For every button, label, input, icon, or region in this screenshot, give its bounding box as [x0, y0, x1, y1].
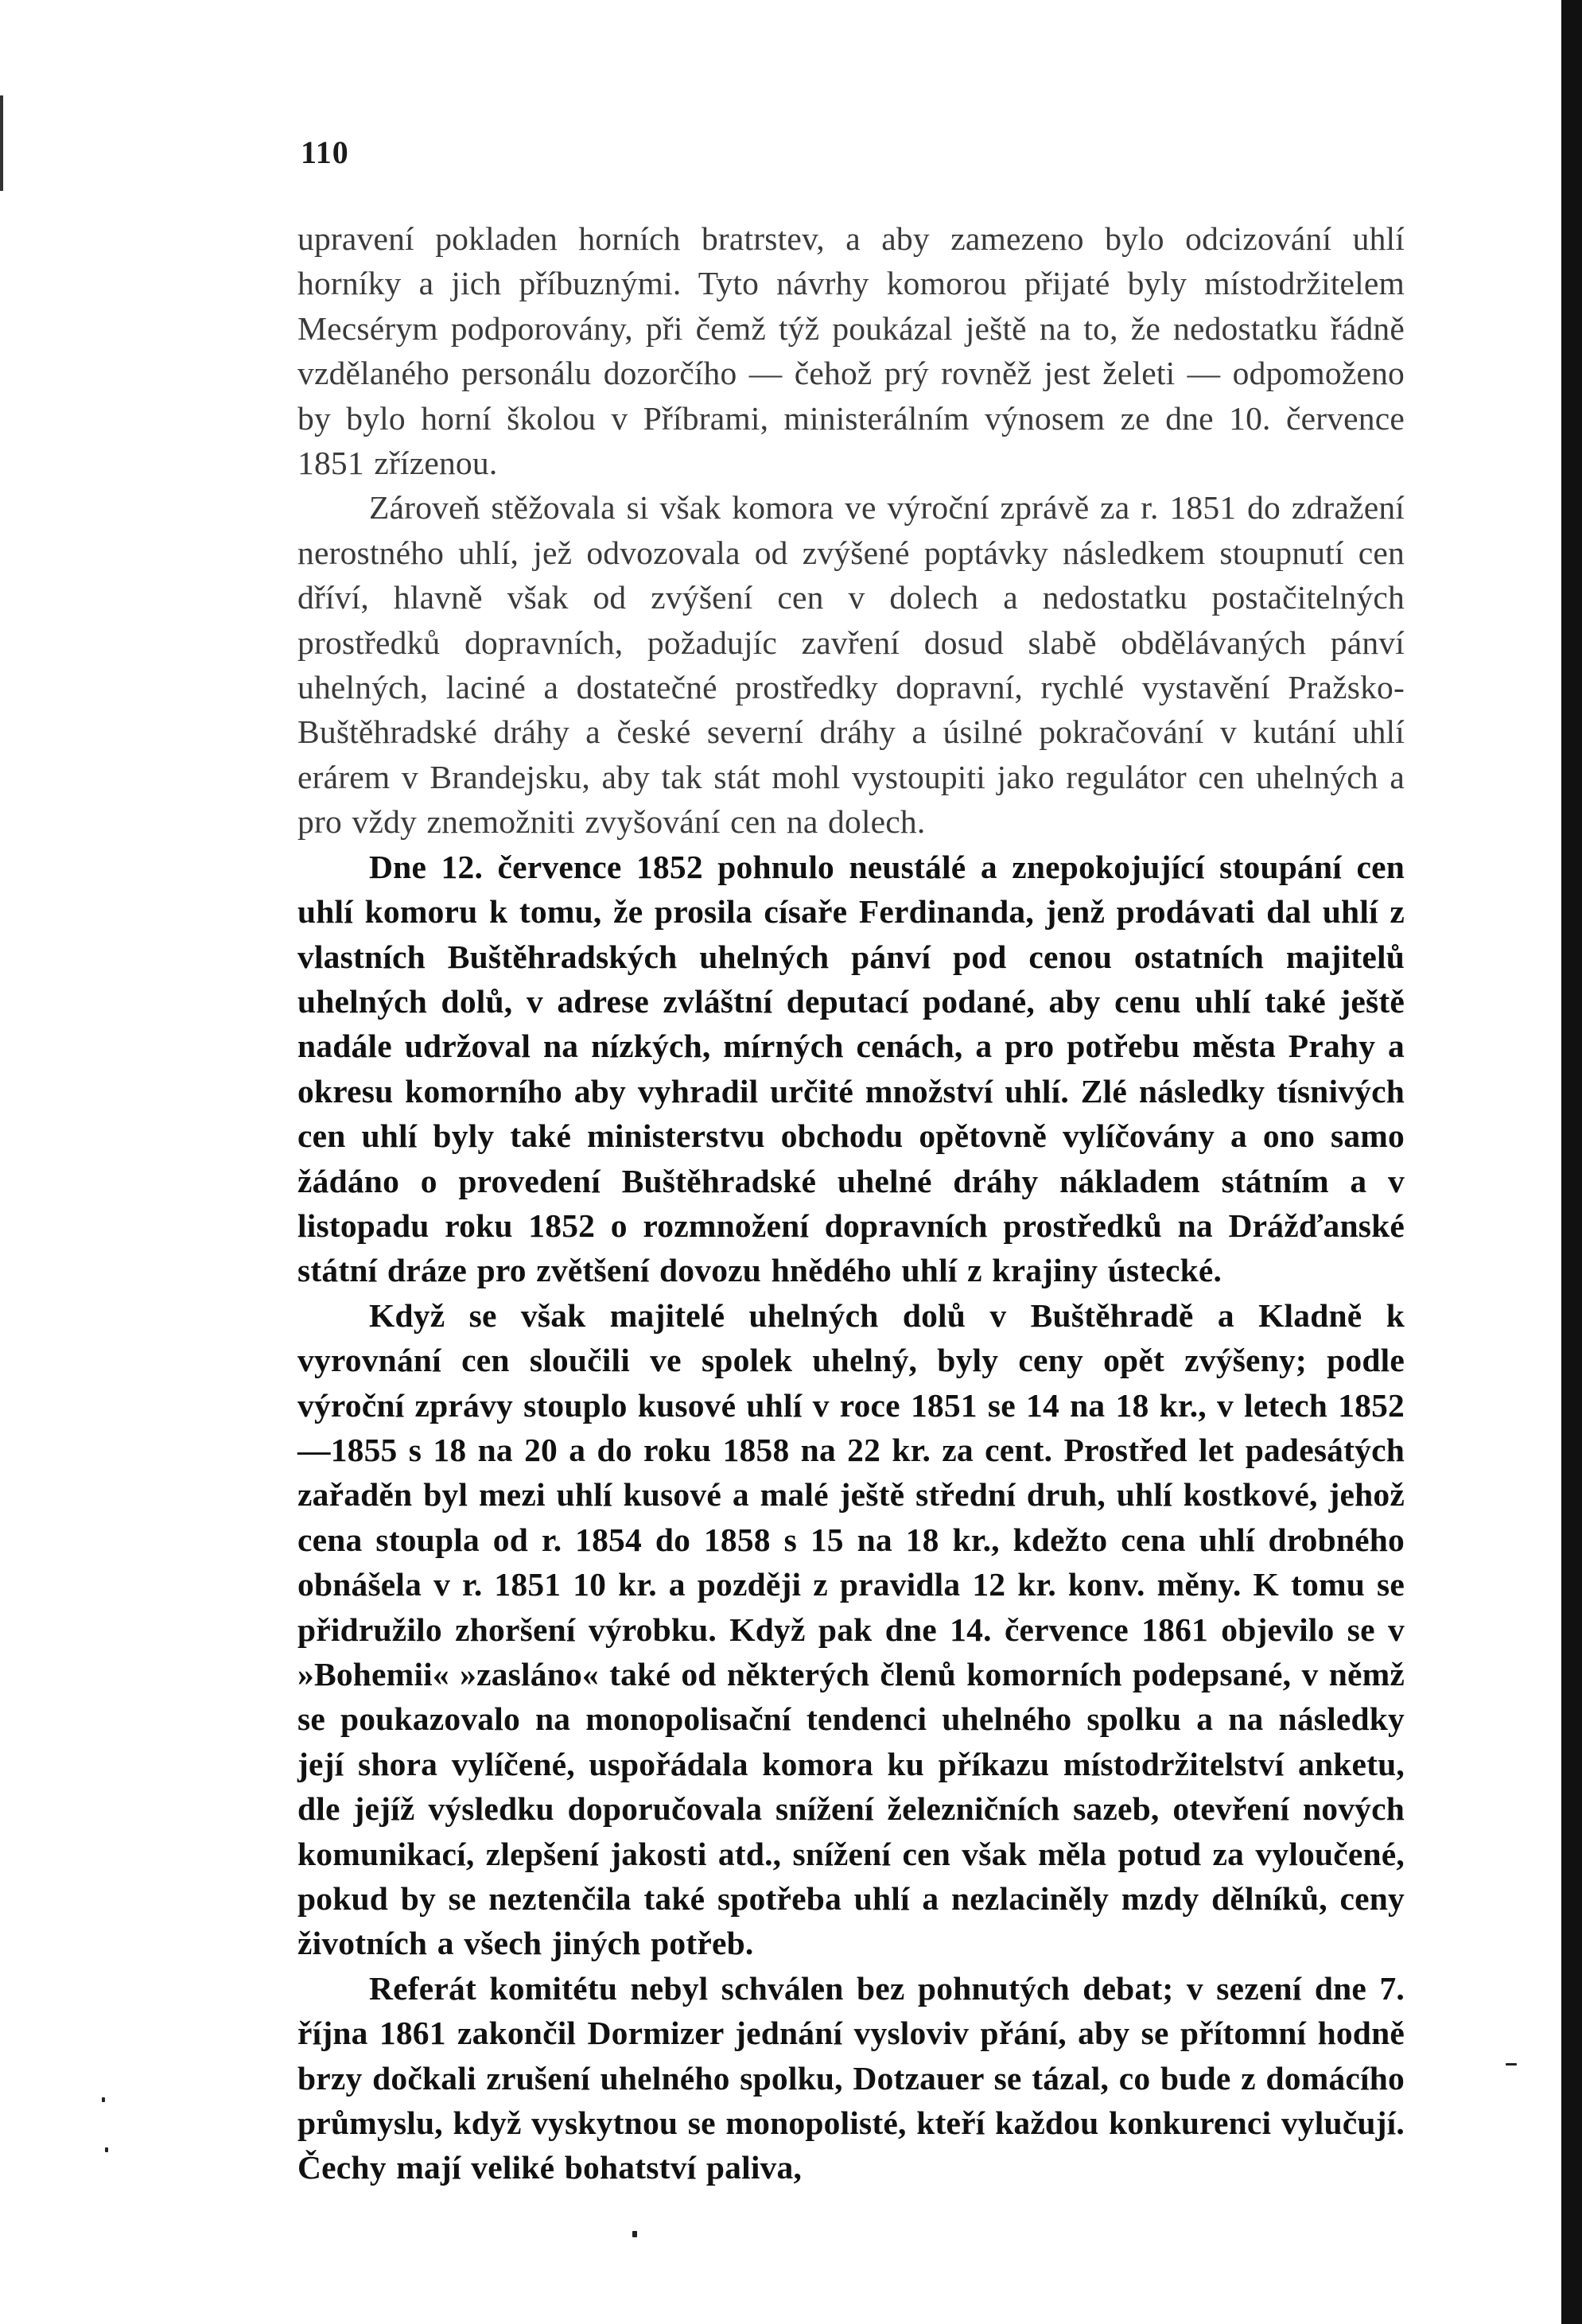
paragraph-3: Dne 12. července 1852 pohnulo neustálé a znepokojující stoupání cen uhlí komoru k tomu, že prosila císaře Ferdinanda, jenž prodávati dal uhlí z vlastních Buštěhradských uhelných pánví pod cenou ostatních majitelů uhelných dolů, v adrese zvláštní deputací podané, aby cenu uhlí také ještě nadále udržoval na nízkých, mírných cenách, a pro potřebu města Prahy a okresu komorního aby vyhradil určité množství uhlí. Zlé následky tísnivých cen uhlí byly také ministerstvu obchodu opětovně vylíčovány a ono samo žádáno o provedení Buštěhradské uhelné dráhy nákladem státním a v listopadu roku 1852 o rozmnožení dopravních prostředků na Drážďanské státní dráze pro zvětšení dovozu hnědého uhlí z krajiny ústecké. — [297, 848, 1405, 1289]
scan-speck — [105, 2147, 108, 2152]
page-number: 110 — [301, 134, 349, 170]
body-text — [297, 216, 1405, 2190]
paragraph-1: upravení pokladen horních bratrstev, a aby zamezeno bylo odcizování uhlí horníky a jich příbuznými. Tyto návrhy komorou přijaté byly místodržitelem Mecsérym podporovány, při čemž týž poukázal ještě na to, že nedostatku řádně vzdělaného personálu dozorčího — čehož prý rovněž jest želeti — odpomoženo by bylo horní školou v Příbrami, ministerálním výnosem ze dne 10. července 1851 zřízenou. — [297, 220, 1405, 482]
paragraph-5: Referát komitétu nebyl schválen bez pohnutých debat; v sezení dne 7. října 1861 zakončil Dormizer jednání vysloviv přání, aby se přítomní hodně brzy dočkali zrušení uhelného spolku, Dotzauer se tázal, co bude z domácího průmyslu, když vyskytnou se monopolisté, kteří každou konkurenci vylučují. Čechy mají veliké bohatství paliva, — [297, 1969, 1405, 2186]
scan-edge-left — [0, 95, 3, 191]
scan-speck — [632, 2231, 637, 2237]
scan-edge-right — [1561, 0, 1582, 2324]
paragraph-4: Když se však majitelé uhelných dolů v Buštěhradě a Kladně k vyrovnání cen sloučili ve spolek uhelný, byly ceny opět zvýšeny; podle výroční zprávy stouplo kusové uhlí v roce 1851 se 14 na 18 kr., v letech 1852—1855 s 18 na 20 a do roku 1858 na 22 kr. za cent. Prostřed let padesátých zařaděn byl mezi uhlí kusové a malé ještě střední druh, uhlí kostkové, jehož cena stoupla od r. 1854 do 1858 s 15 na 18 kr., kdežto cena uhlí drobného obnášela v r. 1851 10 kr. a později z pravidla 12 kr. konv. měny. K tomu se přidružilo zhoršení výrobku. Když pak dne 14. července 1861 objevilo se v »Bohemii« »zasláno« také od některých členů komorních podepsané, v němž se poukazovalo na monopolisační tendenci uhelného spolku a na následky její shora vylíčené, uspořádala komora ku příkazu místodržitelství anketu, dle jejíž výsledku doporučovala snížení železničních sazeb, otevření nových komunikací, zlepšení jakosti atd., snížení cen však měla potud za vyloučené, pokud by se neztenčila také spotřeba uhlí a nezlaciněly mzdy dělníků, ceny životních a všech jiných potřeb. — [297, 1296, 1405, 1962]
scan-speck — [1506, 2063, 1517, 2066]
scan-speck — [102, 2097, 105, 2102]
paragraph-2: Zároveň stěžovala si však komora ve výroční zprávě za r. 1851 do zdražení nerostného uhlí, jež odvozovala od zvýšené poptávky následkem stoupnutí cen dříví, hlavně však od zvýšení cen v dolech a nedostatku postačitelných prostředků dopravních, požadujíc zavření dosud slabě obdělávaných pánví uhelných, laciné a dostatečné prostředky dopravní, rychlé vystavění Pražsko-Buštěhradské dráhy a české severní dráhy a úsilné pokračování v kutání uhlí erárem v Brandejsku, aby tak stát mohl vystoupiti jako regulátor cen uhelných a pro vždy znemožniti zvyšování cen na dolech. — [297, 489, 1405, 841]
